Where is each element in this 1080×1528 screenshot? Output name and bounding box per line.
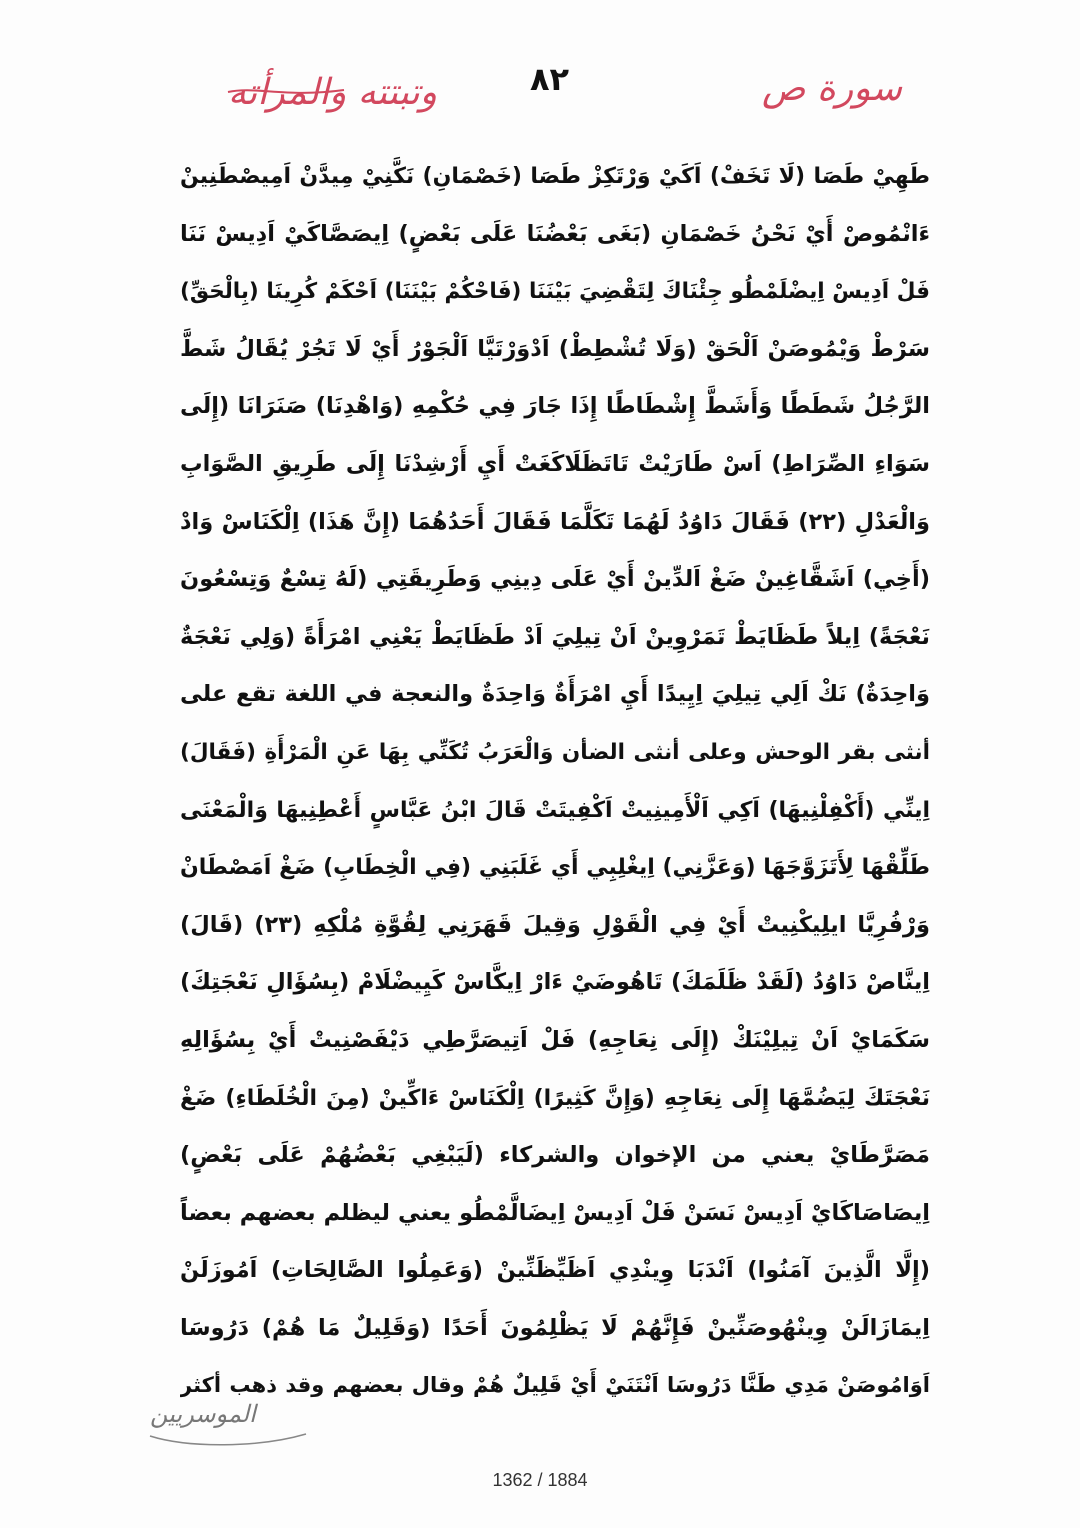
- text-line: ءَانْمُوصْ أَيْ نَحْنُ خَصْمَانِ (بَغَى بَعْضُنَا عَلَى بَعْضٍ) اِيصَصَّاكَيْ اَدِيسْ نَنَا: [180, 220, 930, 247]
- text-line: سَكَمَايْ اَنْ تِيلِيْنَكْ (إِلَى نِعَاجِهِ) فَلْ اَتِيصَرَّطِي دَيْفَصْنِيتْ أَيْ بِسُؤَالِهِ: [180, 1026, 930, 1053]
- text-line: فَلْ اَدِيسْ اِيضْلَمْطُو جِئْنَاكَ لِتَقْضِيَ بَيْنَنَا (فَاحْكُمْ بَيْنَنَا) اَحْكَمْ كُرِينَا (بِالْحَقِّ): [180, 279, 930, 305]
- text-line: طَلِّقْهَا لِأَتَزَوَّجَهَا (وَعَزَّنِي) اِيغْلِبِي أَي غَلَبَنِي (فِي الْخِطَابِ) ضَغْ اَمَصْطَانْ: [180, 855, 930, 881]
- text-line: (أَخِي) اَشَقَّاغِينْ ضَغْ اَلدِّينْ أَيْ عَلَى دِينِي وَطَرِيقَتِي (لَهُ تِسْعٌ وَتِسْعُونَ: [180, 566, 930, 593]
- text-line: سَوَاءِ الصِّرَاطِ) اَسْ طَارَيْتْ تَاتَظَلَاكَغَتْ أَيِ أَرْشِدْنَا إِلَى طَرِيقِ الصَّوَابِ: [180, 450, 930, 477]
- stamp-underline: [148, 1430, 308, 1450]
- page-counter: 1362 / 1884: [492, 1470, 588, 1490]
- text-line: اِيصَاصَاكَايْ اَدِيسْ نَسَنْ فَلْ اَدِيسْ اِيضَالَّمْطُو يعني ليظلم بعضهم بعضاً: [180, 1199, 930, 1226]
- text-line: أنثى بقر الوحش وعلى أنثى الضأن وَالْعَرَبُ تُكَنِّي بِهَا عَنِ الْمَرْأَةِ (فَقَالَ): [180, 739, 930, 765]
- text-line: وَرْفُرِيَّا ايلِيكْنِيتْ أَيْ فِي الْقَوْلِ وَقِيلَ قَهَرَنِي لِقُوَّةِ مُلْكِهِ (٢٣) (قَالَ): [180, 911, 930, 938]
- page-header: [0, 58, 1080, 128]
- text-line: نَعْجَتَكَ لِيَضُمَّهَا إِلَى نِعَاجِهِ (وَإِنَّ كَثِيرًا) اِلْكَنَاسْ ءَاكِّينْ (مِنَ الْخُلَطَاءِ) ضَغْ: [180, 1085, 930, 1111]
- text-line: مَصَرَّطَايْ يعني من الإخوان والشركاء (لَيَبْغِي بَعْضُهُمْ عَلَى بَعْضٍ): [180, 1142, 930, 1169]
- text-line: (إِلَّا الَّذِينَ آمَنُوا) اَنْدَبَا وِينْدِي اَظَيِّظَنِّينْ (وَعَمِلُوا الصَّالِحَاتِ) اَمُوزَلَنْ: [180, 1257, 930, 1284]
- body-text: [180, 148, 930, 1415]
- text-line: الرَّجُلُ شَطَطًا وَأَشَطَّ إِشْطَاطًا إِذَا جَارَ فِي حُكْمِهِ (وَاهْدِنَا) صَنَرَانَا (إِلَى: [180, 393, 930, 420]
- text-line: اَوَامُوصَنْ مَدِي طَنَّا دَرُوسَا اَنْتَنَيْ أَيْ قَلِيلٌ هُمْ وقال بعضهم وقد ذهب أكثر: [180, 1373, 930, 1398]
- surah-handwritten-note: سورة ص: [762, 68, 902, 109]
- text-line: اِيمَازَالَنْ وِينْهُوصَنِّينْ فَإِنَّهُمْ لَا يَظْلِمُونَ أَحَدًا (وَقَلِيلٌ مَا هُمْ) دَرُوسَا: [180, 1314, 930, 1341]
- text-line: وَاحِدَةٌ) نَكْ اَلِي تِيلِيَ اِيِيدًا أَيِ امْرَأَةٌ وَاحِدَةٌ والنعجة في اللغة تقع على: [180, 681, 930, 708]
- margin-handwritten-note: وتبتته والمرأته: [228, 72, 438, 113]
- text-line: سَرْطْ وَيْمُوصَنْ اَلْحَقْ (وَلَا تُشْطِطْ) اَدْوَرْتَيَّا اَلْجَوْرُ أَيْ لَا تَجُرْ يُقَالُ شَطَّ: [180, 335, 930, 362]
- page-number: ٨٢: [530, 60, 570, 98]
- text-line: اِينِّي (أَكْفِلْنِيهَا) اَكِي اَلْأَمِينِيتْ اَكْفِيتَتْ قَالَ ابْنُ عَبَّاسٍ أَعْطِنِيهَا وَالْمَعْنَى: [180, 797, 930, 823]
- text-line: وَالْعَدْلِ (٢٢) فَقَالَ دَاوُدُ لَهُمَا تَكَلَّمَا فَقَالَ أَحَدُهُمَا (إِنَّ هَذَا) اِلْكَنَاسْ وَادْ: [180, 508, 930, 535]
- text-line: طَهِيْ طَصَا (لَا تَخَفْ) اَكَيْ وَرْتَكِزْ طَصَا (خَصْمَانِ) نَكَّنِيْ مِيدَّنْ اَمِيصْطَنِينْ: [180, 164, 930, 189]
- text-line: نَعْجَةً) اِيلاً طَظَايَطْ تَمَرْوِينْ اَنْ تِيلِيَ اَدْ طَظَايَطْ يَعْنِي امْرَأَةً (وَلِي نَعْجَةٌ: [180, 623, 930, 650]
- library-stamp: الموسريين: [150, 1400, 256, 1428]
- text-line: اِينَّاصْ دَاوُدُ (لَقَدْ ظَلَمَكَ) تَاهُوضَيْ ءَارْ اِيكَّاسْ كَيِيضْلَامْ (بِسُؤَالِ نَعْجَتِكَ): [180, 969, 930, 996]
- handwritten-strikethrough: [226, 82, 346, 102]
